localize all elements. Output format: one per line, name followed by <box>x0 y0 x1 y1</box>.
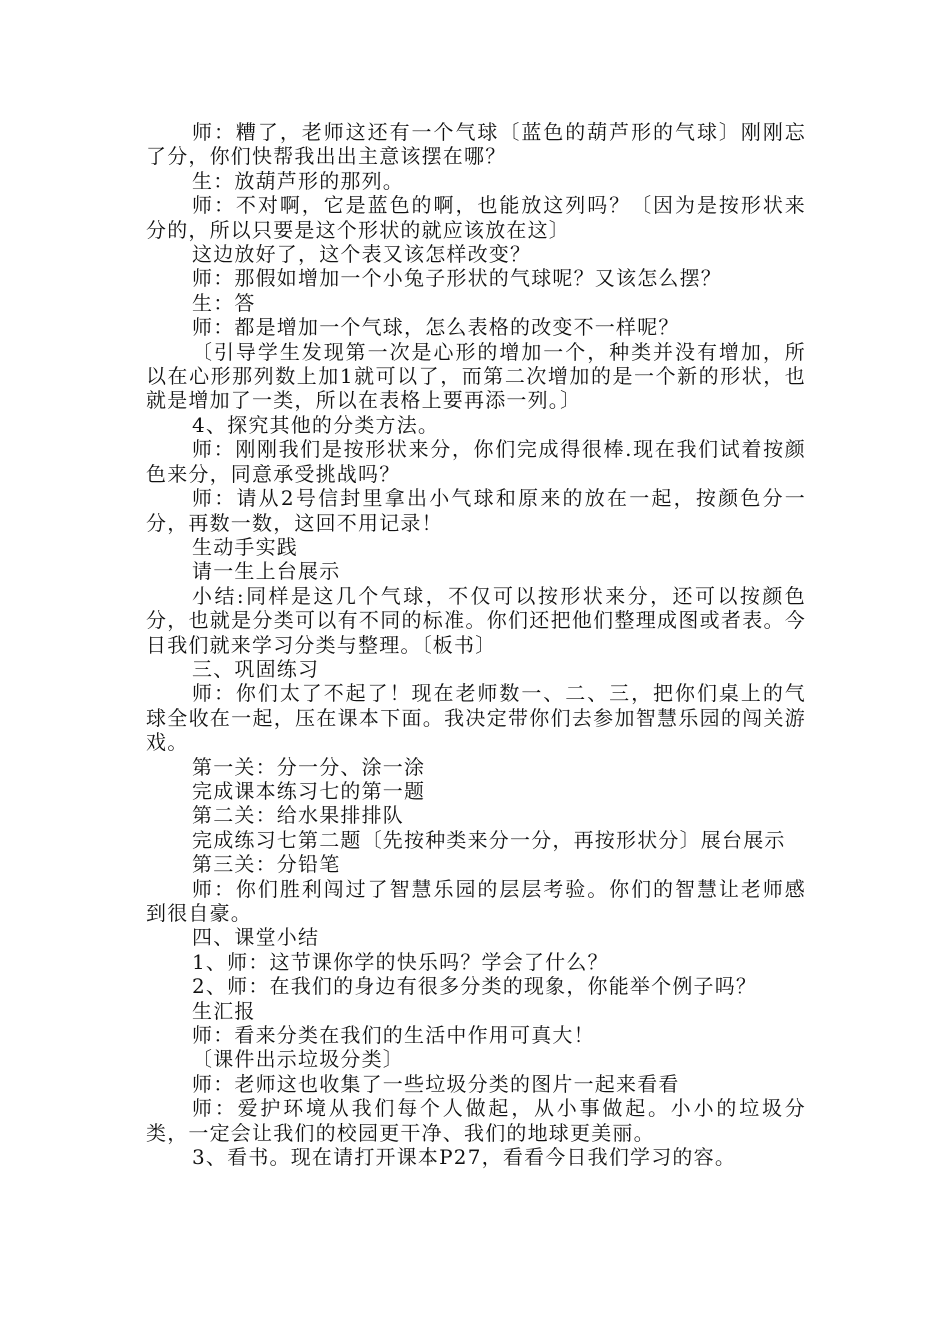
paragraph: 〔引导学生发现第一次是心形的增加一个，种类并没有增加，所以在心形那列数上加1就可以了，而第二次增加的是一个新的形状，也就是增加了一类，所以在表格上要再添一列。〕 <box>146 339 806 413</box>
paragraph: 完成课本练习七的第一题 <box>192 778 426 803</box>
section-heading: 四、课堂小结 <box>192 925 320 950</box>
paragraph: 师：你们太了不起了！现在老师数一、二、三，把你们桌上的气球全收在一起，压在课本下面。我决定带你们去参加智慧乐园的闯关游戏。 <box>146 681 806 755</box>
paragraph: 4、探究其他的分类方法。 <box>192 412 440 437</box>
paragraph: 师：糟了，老师这还有一个气球〔蓝色的葫芦形的气球〕刚刚忘了分，你们快帮我出出主意该摆在哪？ <box>146 120 806 169</box>
paragraph: 师：你们胜利闯过了智慧乐园的层层考验。你们的智慧让老师感到很自豪。 <box>146 876 806 925</box>
paragraph: 〔课件出示垃圾分类〕 <box>192 1047 404 1072</box>
paragraph: 小结:同样是这几个气球，不仅可以按形状来分，还可以按颜色分，也就是分类可以有不同的标准。你们还把他们整理成图或者表。今日我们就来学习分类与整理。〔板书〕 <box>146 583 806 657</box>
paragraph: 生：答 <box>192 290 256 315</box>
paragraph: 请一生上台展示 <box>192 559 341 584</box>
paragraph: 师：不对啊，它是蓝色的啊，也能放这列吗？〔因为是按形状来分的，所以只要是这个形状的就应该放在这〕 <box>146 193 806 242</box>
paragraph: 生汇报 <box>192 998 256 1023</box>
paragraph: 师：刚刚我们是按形状来分，你们完成得很棒.现在我们试着按颜色来分，同意承受挑战吗？ <box>146 437 806 486</box>
paragraph: 完成练习七第二题〔先按种类来分一分，再按形状分〕展台展示 <box>192 827 786 852</box>
paragraph: 师：老师这也收集了一些垃圾分类的图片一起来看看 <box>192 1071 680 1096</box>
document-body <box>146 120 806 1169</box>
paragraph: 2、师：在我们的身边有很多分类的现象，你能举个例子吗？ <box>192 974 758 999</box>
paragraph: 第三关：分铅笔 <box>192 852 341 877</box>
paragraph: 师：看来分类在我们的生活中作用可真大！ <box>192 1023 595 1048</box>
paragraph: 这边放好了，这个表又该怎样改变？ <box>192 242 532 267</box>
paragraph: 生：放葫芦形的那列。 <box>192 168 404 193</box>
section-heading: 三、巩固练习 <box>192 656 320 681</box>
paragraph: 生动手实践 <box>192 534 298 559</box>
paragraph: 第一关：分一分、涂一涂 <box>192 754 426 779</box>
paragraph: 师：那假如增加一个小兔子形状的气球呢？又该怎么摆？ <box>192 266 722 291</box>
paragraph: 师：请从2号信封里拿出小气球和原来的放在一起，按颜色分一分，再数一数，这回不用记录！ <box>146 486 806 535</box>
paragraph: 师：都是增加一个气球，怎么表格的改变不一样呢？ <box>192 315 680 340</box>
paragraph: 第二关：给水果排排队 <box>192 803 404 828</box>
paragraph: 1、师：这节课你学的快乐吗？学会了什么？ <box>192 949 609 974</box>
paragraph: 3、看书。现在请打开课本P27，看看今日我们学习的容。 <box>192 1145 737 1170</box>
paragraph: 师：爱护环境从我们每个人做起，从小事做起。小小的垃圾分类，一定会让我们的校园更干净、我们的地球更美丽。 <box>146 1096 806 1145</box>
